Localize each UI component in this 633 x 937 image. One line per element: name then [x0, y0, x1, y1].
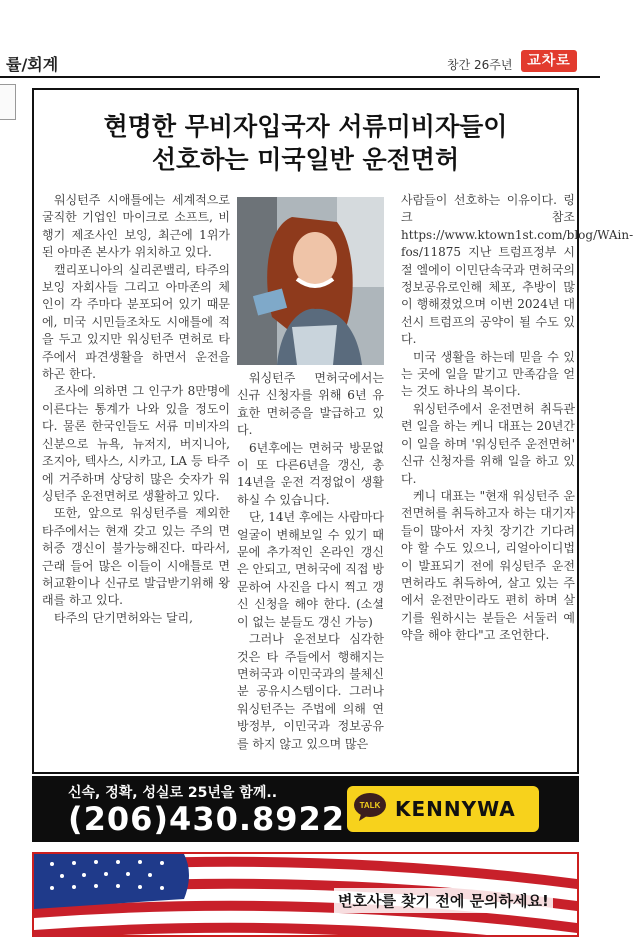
article-column-1 [42, 192, 230, 627]
kakao-talk-id-box[interactable] [347, 786, 539, 832]
paragraph: 그러나 운전보다 심각한 것은 타 주들에서 행해지는 면허국과 이민국과의 불체신분 공유시스템이다. 그러나 워싱턴주는 주법에 의해 연방정부, 이민국과 정보공유를 하지 않고 있으며 많은 [237, 632, 384, 751]
article-photo [237, 197, 384, 365]
lawyer-flag-ad[interactable] [32, 852, 579, 937]
paragraph: 6년후에는 면허국 방문없이 또 다른6년을 갱신, 총 14년을 운전 걱정없이 생활하실 수 있습니다. [237, 440, 384, 507]
paragraph: 캘리포니아의 실리콘밸리, 타주의 보잉 자회사들 그리고 아마존의 체인이 각 주마다 분포되어 있기 때문에, 미국 시민들조차도 시애틀에 적을 두고 있지만 워싱턴주 면허로 타주에서 파견생활을 하면서 운전을 하곤 한다. [42, 262, 230, 382]
paragraph: 워싱턴주 시애틀에는 세계적으로 굴직한 기업인 마이크로 소프트, 비행기 제조사인 보잉, 최근에 1위가 된 아마존 본사가 위치하고 있다. [42, 193, 230, 260]
adjacent-page-edge [0, 84, 16, 120]
paragraph: 사람들이 선호하는 이유이다. 링크 참조 https://www.ktown1st.com/blog/WAin-fos/11875 지난 트럼프정부 시절 엘에이 이민단속국과 면허국의 정보공유로인해 체포, 추방이 많이 행해졌었으며 이번 2024년 대선시 트럼프의 공약이 될 수도 있다. [401, 193, 633, 347]
headline-line-2: 선호하는 미국일반 운전면허 [151, 145, 460, 174]
kakao-talk-label: TALK [359, 801, 381, 810]
kakao-talk-icon [353, 792, 387, 822]
contact-banner-ad[interactable] [32, 776, 579, 842]
paragraph: 타주의 단기면허와는 달리, [54, 610, 193, 625]
ad-tagline: 신속, 정확, 성실로 25년을 함께.. [68, 785, 278, 801]
paragraph: 조사에 의하면 그 인구가 8만명에 이른다는 통계가 나와 있을 정도이다. 물론 한국인들도 서류 미비자의 신분으로 뉴욕, 뉴저지, 버지니아, 조지아, 텍사스, 시카고, LA 등 타주에 거주하며 상당히 많은 숫자가 워싱턴주 운전면허로 생활하고 있다. [42, 384, 230, 503]
header-divider [0, 76, 600, 78]
woman-in-car-photo [237, 197, 384, 365]
paragraph: 또한, 앞으로 워싱턴주를 제외한 타주에서는 현재 갖고 있는 주의 면허증 갱신이 불가능해진다. 따라서, 근래 들어 많은 이들이 시애틀로 면허교환이나 신규로 발급받기위해 왕래를 하고 있다. [42, 506, 230, 608]
paragraph: 워싱턴주에서 운전면허 취득관련 일을 하는 케니 대표는 20년간 이 일을 하며 '워싱턴주 운전면허' 신규 신청자를 위해 일을 하고 있다. [401, 401, 575, 486]
paragraph: 단, 14년 후에는 사람마다 얼굴이 변해보일 수 있기 때문에 추가적인 온라인 갱신은 안되고, 면허국에 직접 방문하여 사진을 다시 찍고 갱신 신청을 해야 한다. (소셜이 없는 분들도 갱신 가능) [237, 510, 384, 629]
top-bar [0, 0, 600, 80]
headline-line-1: 현명한 무비자입국자 서류미비자들이 [103, 112, 508, 141]
ad-phone-number[interactable]: (206)430.8922 [68, 800, 346, 838]
kakao-id-text: KENNYWA [395, 797, 516, 821]
article-box [32, 88, 633, 774]
newspaper-logo: 교차로 [521, 50, 577, 72]
flag-ad-text: 변호사를 찾기 전에 문의하세요! [334, 888, 553, 913]
paragraph: 케니 대표는 "현재 워싱턴주 운전면허를 취득하고자 하는 대기자들이 많아서 자칫 장기간 기다려야 할 수도 있으니, 리얼아이디법이 발표되기 전에 워싱턴주 운전면허라도 취득하여, 살고 있는 주에서 운전만이라도 편히 하며 살기를 원하시는 분들은 서둘러 예약을 해야 한다"고 조언한다. [401, 488, 575, 643]
article-column-2 [237, 370, 384, 753]
anniversary-text: 창간 26주년 [447, 58, 513, 72]
article-column-3 [401, 192, 633, 645]
section-label: 률/회계 [6, 55, 59, 74]
paragraph: 워싱턴주 면허국에서는 신규 신청자를 위해 6년 유효한 면허증을 발급하고 있다. [237, 371, 384, 438]
article-headline [34, 110, 577, 176]
paragraph: 미국 생활을 하는데 믿을 수 있는 곳에 일을 맡기고 만족감을 얻는 것도 하나의 복이다. [401, 349, 575, 399]
